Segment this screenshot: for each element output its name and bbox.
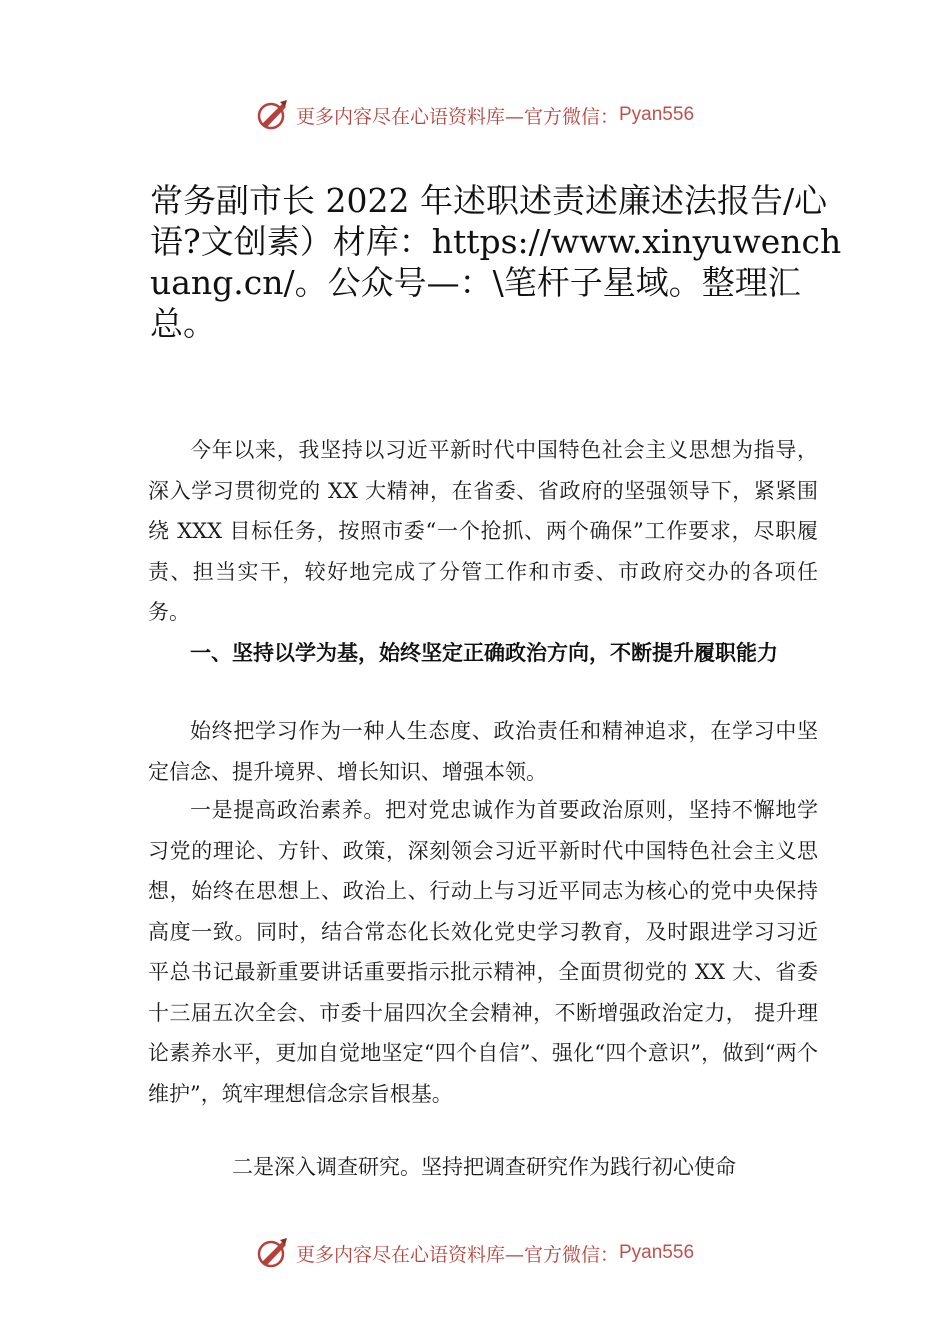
watermark-banner-bottom	[0, 1233, 950, 1273]
watermark-banner-top	[0, 95, 950, 135]
section-1-heading: 一、坚持以学为基，始终坚定正确政治方向，不断提升履职能力	[190, 641, 778, 665]
section-1-lead-paragraph: 始终把学习作为一种人生态度、政治责任和精神追求，在学习中坚定信念、提升境界、增长知识、增强本领。	[148, 719, 818, 784]
point-1-paragraph: 一是提高政治素养。把对党忠诚作为首要政治原则，坚持不懈地学习党的理论、方针、政策，深刻领会习近平新时代中国特色社会主义思想，始终在思想上、政治上、行动上与习近平同志为核心的党中央保持高度一致。同时，结合常态化长效化党史学习教育，及时跟进学习习近平总书记最新重要讲话重要指示批示精神，全面贯彻党的 XX 大、省委十三届五次全会、市委十届四次全会精神，不断增强政治定力， 提升理论素养水平，更加自觉地坚定“四个自信”、强化“四个意识”，做到“两个维护”，筑牢理想信念宗旨根基。	[148, 798, 818, 1106]
watermark-text: 更多内容尽在心语资料库—官方微信：	[295, 105, 619, 128]
watermark-wechat-id: Pyan556	[619, 104, 695, 125]
point-2-paragraph: 二是深入调查研究。坚持把调查研究作为践行初心使命	[232, 1155, 736, 1179]
pen-logo-icon	[256, 98, 290, 132]
watermark-wechat-id: Pyan556	[619, 1242, 695, 1263]
intro-paragraph: 今年以来，我坚持以习近平新时代中国特色社会主义思想为指导，深入学习贯彻党的 XX 大精神，在省委、省政府的坚强领导下，紧紧围绕 XXX 目标任务，按照市委“一个抢抓、两个确保”工作要求，尽职履责、担当实干，较好地完成了分管工作和市委、市政府交办的各项任务。	[148, 438, 818, 624]
document-title: 常务副市长 2022 年述职述责述廉述法报告/心语?文创素）材库：https://www.xinyuwenchuang.cn/。公众号—：\笔杆子星域。整理汇总。	[150, 181, 842, 343]
pen-logo-icon	[256, 1236, 290, 1270]
watermark-text: 更多内容尽在心语资料库—官方微信：	[295, 1243, 619, 1266]
